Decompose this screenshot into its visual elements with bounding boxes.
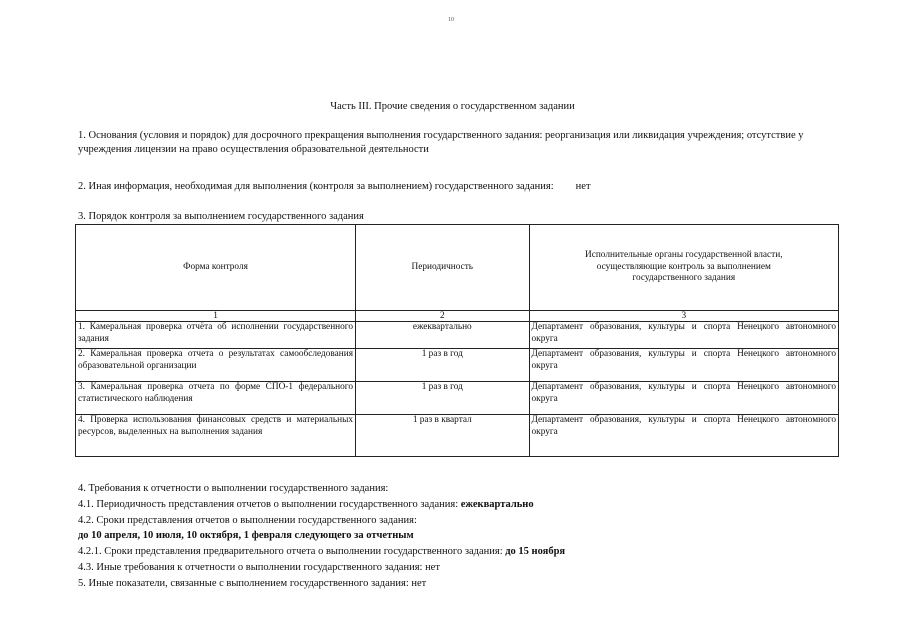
requirements-title: 4. Требования к отчетности о выполнении государственного задания: bbox=[78, 483, 389, 494]
requirement-4-1-value: ежеквартально bbox=[460, 498, 534, 510]
control-form-cell: 1. Камеральная проверка отчёта об исполнении государственного задания bbox=[76, 322, 356, 349]
periodicity-cell: 1 раз в год bbox=[356, 349, 530, 382]
other-info-label: 2. Иная информация, необходимая для выполнения (контроля за выполнением) государственного задания: bbox=[78, 181, 554, 192]
control-form-cell: 2. Камеральная проверка отчета о результатах самообследования образовательной организации bbox=[76, 349, 356, 382]
page-number: 10 bbox=[448, 17, 454, 23]
authority-cell: Департамент образования, культуры и спорта Ненецкого автономного округа bbox=[529, 322, 838, 349]
requirement-5: 5. Иные показатели, связанные с выполнением государственного задания: нет bbox=[78, 577, 427, 589]
requirement-4-3: 4.3. Иные требования к отчетности о выполнении государственного задания: нет bbox=[78, 561, 440, 573]
requirement-4-1-label: 4.1. Периодичность представления отчетов о выполнении государственного задания: bbox=[78, 498, 459, 510]
requirement-4-2-1-value: до 15 ноября bbox=[505, 546, 566, 558]
table-row bbox=[76, 349, 839, 382]
control-procedure-heading: 3. Порядок контроля за выполнением государственного задания bbox=[78, 211, 364, 222]
control-table bbox=[75, 224, 839, 457]
authority-cell: Департамент образования, культуры и спорта Ненецкого автономного округа bbox=[529, 415, 838, 457]
column-number: 3 bbox=[529, 311, 838, 322]
other-info-answer: нет bbox=[575, 181, 591, 192]
termination-grounds-paragraph: 1. Основания (условия и порядок) для досрочного прекращения выполнения государственного задания: реорганизация или ликвидация учреждения; отсутствие у учреждения лицензии на право осуществления образовательной деятельности bbox=[78, 130, 804, 155]
requirement-4-1 bbox=[78, 497, 843, 513]
control-form-cell: 4. Проверка использования финансовых средств и материальных ресурсов, выделенных на выполнения задания bbox=[76, 415, 356, 457]
header-control-form: Форма контроля bbox=[76, 225, 356, 311]
header-periodicity: Периодичность bbox=[356, 225, 530, 311]
column-number: 1 bbox=[76, 311, 356, 322]
requirement-4-2-1 bbox=[78, 544, 843, 560]
table-row bbox=[76, 382, 839, 415]
requirement-4-2-label: 4.2. Сроки представления отчетов о выполнении государственного задания: bbox=[78, 514, 417, 526]
periodicity-cell: 1 раз в квартал bbox=[356, 415, 530, 457]
other-info-paragraph bbox=[78, 180, 843, 194]
part-title: Часть III. Прочие сведения о государственном задании bbox=[330, 101, 575, 112]
header-authorities: Исполнительные органы государственной власти, осуществляющие контроль за выполнением государственного задания bbox=[529, 225, 838, 311]
control-form-cell: 3. Камеральная проверка отчета по форме СПО-1 федерального статистического наблюдения bbox=[76, 382, 356, 415]
table-row bbox=[76, 322, 839, 349]
periodicity-cell: 1 раз в год bbox=[356, 382, 530, 415]
authority-cell: Департамент образования, культуры и спорта Ненецкого автономного округа bbox=[529, 349, 838, 382]
reporting-requirements bbox=[78, 481, 843, 592]
column-number-row bbox=[76, 311, 839, 322]
table-header-row bbox=[76, 225, 839, 311]
authority-cell: Департамент образования, культуры и спорта Ненецкого автономного округа bbox=[529, 382, 838, 415]
table-row bbox=[76, 415, 839, 457]
requirement-4-2-value: до 10 апреля, 10 июля, 10 октября, 1 февраля следующего за отчетным bbox=[78, 530, 414, 542]
periodicity-cell: ежеквартально bbox=[356, 322, 530, 349]
requirement-4-2-1-label: 4.2.1. Сроки представления предварительного отчета о выполнении государственного задания: bbox=[78, 546, 503, 558]
column-number: 2 bbox=[356, 311, 530, 322]
